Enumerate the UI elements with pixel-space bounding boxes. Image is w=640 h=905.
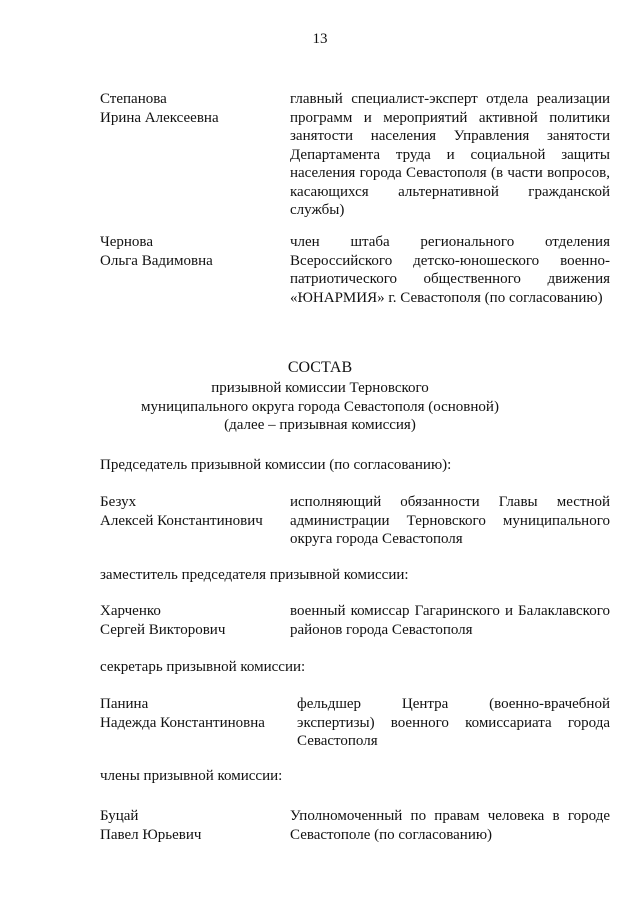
given-names: Павел Юрьевич (100, 826, 202, 843)
chair-label: Председатель призывной комиссии (по согласованию): (100, 457, 452, 473)
person-position: Уполномоченный по правам человека в городе Севастополе (по согласованию) (290, 808, 610, 843)
person-name (100, 233, 290, 270)
person-name (100, 695, 290, 732)
members-label: члены призывной комиссии: (100, 768, 283, 784)
section-subtitle-line-1: призывной комиссии Терновского (211, 380, 429, 396)
given-names: Сергей Викторович (100, 621, 226, 638)
person-position: военный комиссар Гагаринского и Балаклавского районов города Севастополя (290, 603, 610, 638)
given-names: Ирина Алексеевна (100, 109, 219, 126)
section-subtitle-line-3: (далее – призывная комиссия) (224, 417, 416, 433)
section-subtitle-line-2: муниципального округа города Севастополя (основной) (141, 399, 499, 415)
surname: Буцай (100, 808, 139, 824)
deputy-label: заместитель председателя призывной комиссии: (100, 567, 409, 583)
surname: Чернова (100, 234, 153, 250)
person-name (100, 602, 290, 639)
surname: Панина (100, 696, 149, 712)
surname: Безух (100, 494, 137, 510)
person-name (100, 90, 290, 127)
person-name (100, 493, 290, 530)
section-heading: СОСТАВ (287, 359, 353, 376)
given-names: Надежда Константиновна (100, 714, 265, 731)
person-name (100, 807, 290, 844)
surname: Харченко (100, 603, 161, 619)
given-names: Алексей Константинович (100, 512, 263, 529)
person-position: член штаба регионального отделения Всероссийского детско-юношеского военно-патриотического общественного движения «ЮНАРМИЯ» г. Севастополя (по согласованию) (290, 234, 610, 306)
page-number: 13 (312, 31, 328, 47)
person-position: исполняющий обязанности Главы местной администрации Терновского муниципального округа города Севастополя (290, 494, 610, 547)
person-position: фельдшер Центра (военно-врачебной экспертизы) военного комиссариата города Севастополя (297, 696, 610, 749)
surname: Степанова (100, 91, 167, 107)
given-names: Ольга Вадимовна (100, 252, 213, 269)
secretary-label: секретарь призывной комиссии: (100, 659, 306, 675)
person-position: главный специалист-эксперт отдела реализации программ и мероприятий активной политики занятости населения Управления занятости Департамента труда и социальной защиты населения города Севастополя (в части вопросов, касающихся альтернативной гражданской службы) (290, 91, 610, 218)
